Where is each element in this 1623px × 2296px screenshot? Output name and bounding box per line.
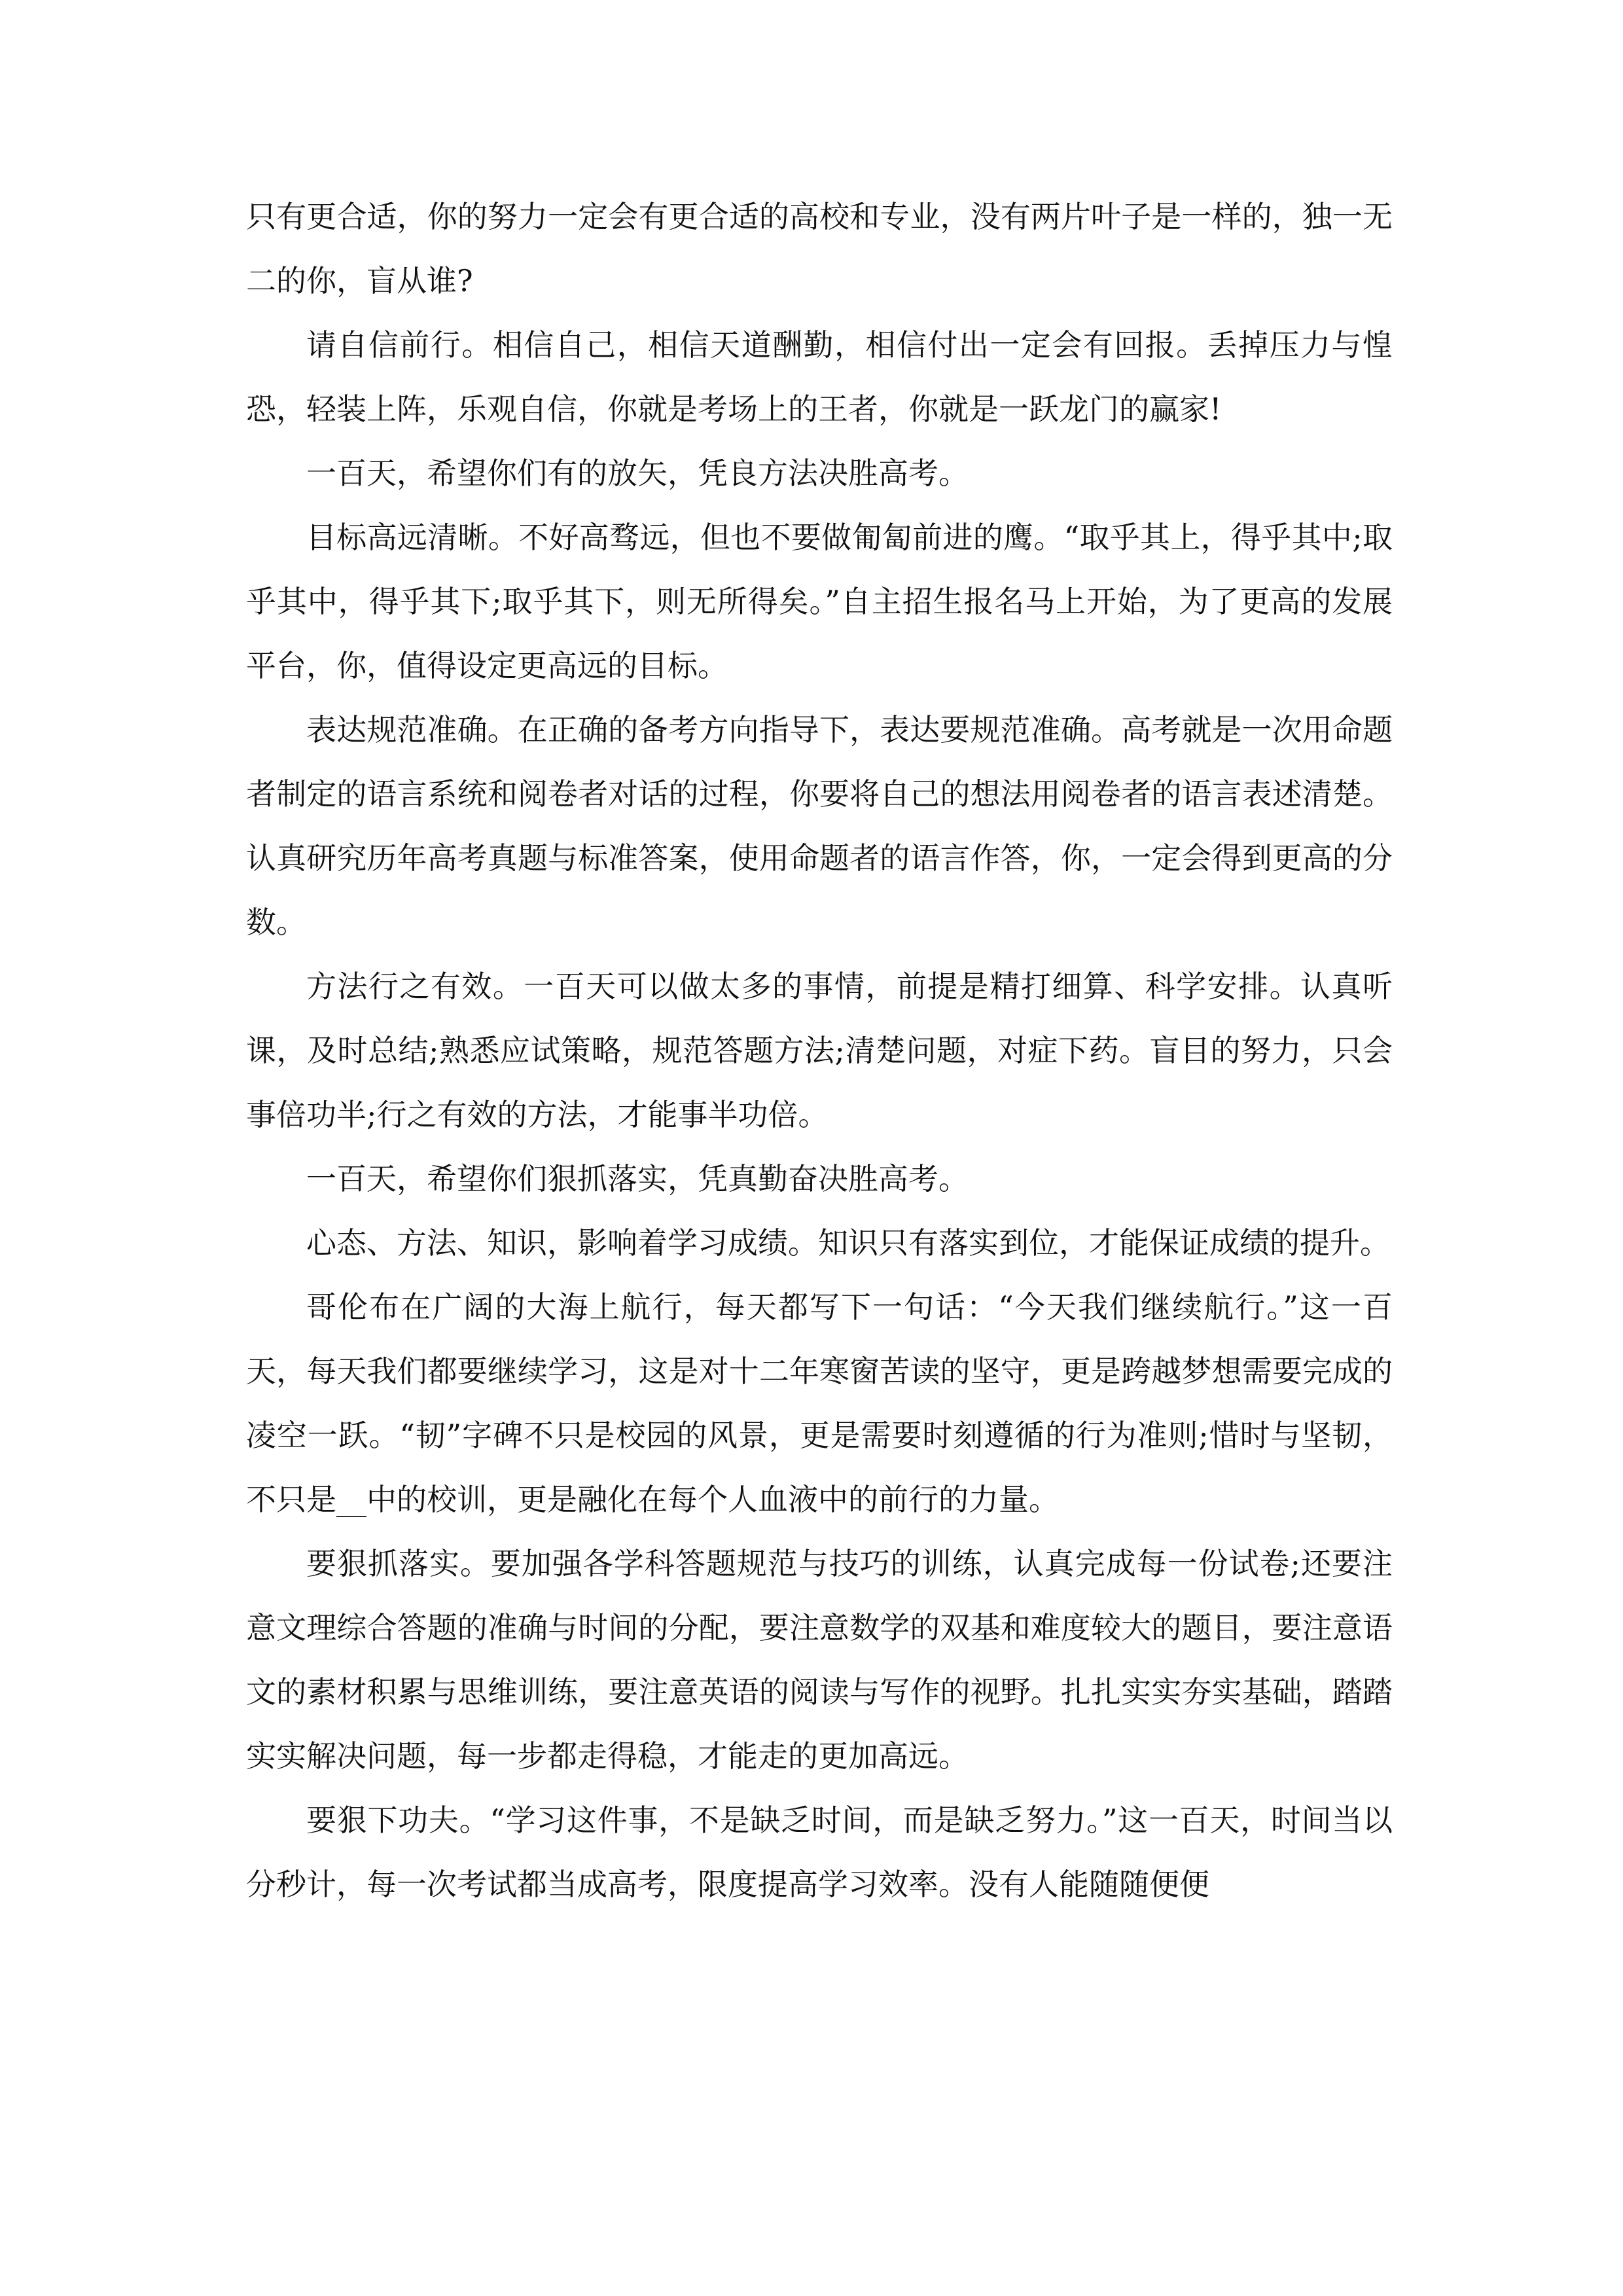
paragraph: 一百天，希望你们狠抓落实，凭真勤奋决胜高考。 [306,1161,969,1196]
paragraph: 一百天，希望你们有的放矢，凭良方法决胜高考。 [306,456,969,491]
paragraph: 只有更合适，你的努力一定会有更合适的高校和专业，没有两片叶子是一样的，独一无二的你，盲从谁? [246,199,1393,298]
paragraph: 目标高远清晰。不好高骛远，但也不要做匍匐前进的鹰。“取乎其上，得乎其中;取乎其中，得乎其下;取乎其下，则无所得矣。”自主招生报名马上开始，为了更高的发展平台，你，值得设定更高远的目标。 [246,520,1393,683]
document-body [246,185,1393,1916]
paragraph: 请自信前行。相信自己，相信天道酬勤，相信付出一定会有回报。丢掉压力与惶恐，轻装上阵，乐观自信，你就是考场上的王者，你就是一跃龙门的赢家! [246,327,1393,427]
paragraph: 要狠下功夫。“学习这件事，不是缺乏时间，而是缺乏努力。”这一百天，时间当以分秒计，每一次考试都当成高考，限度提高学习效率。没有人能随随便便 [246,1803,1393,1902]
paragraph: 要狠抓落实。要加强各学科答题规范与技巧的训练，认真完成每一份试卷;还要注意文理综合答题的准确与时间的分配，要注意数学的双基和难度较大的题目，要注意语文的素材积累与思维训练，要注意英语的阅读与写作的视野。扎扎实实夯实基础，踏踏实实解决问题，每一步都走得稳，才能走的更加高远。 [246,1546,1393,1774]
paragraph: 心态、方法、知识，影响着学习成绩。知识只有落实到位，才能保证成绩的提升。 [306,1225,1390,1261]
paragraph: 哥伦布在广阔的大海上航行，每天都写下一句话：“今天我们继续航行。”这一百天，每天我们都要继续学习，这是对十二年寒窗苦读的坚守，更是跨越梦想需要完成的凌空一跃。“韧”字碑不只是校园的风景，更是需要时刻遵循的行为准则;惜时与坚韧，不只是__中的校训，更是融化在每个人血液中的前行的力量。 [246,1289,1393,1517]
paragraph: 方法行之有效。一百天可以做太多的事情，前提是精打细算、科学安排。认真听课，及时总结;熟悉应试策略，规范答题方法;清楚问题，对症下药。盲目的努力，只会事倍功半;行之有效的方法，才能事半功倍。 [246,969,1393,1132]
paragraph: 表达规范准确。在正确的备考方向指导下，表达要规范准确。高考就是一次用命题者制定的语言系统和阅卷者对话的过程，你要将自己的想法用阅卷者的语言表述清楚。认真研究历年高考真题与标准答案，使用命题者的语言作答，你，一定会得到更高的分数。 [246,712,1393,940]
